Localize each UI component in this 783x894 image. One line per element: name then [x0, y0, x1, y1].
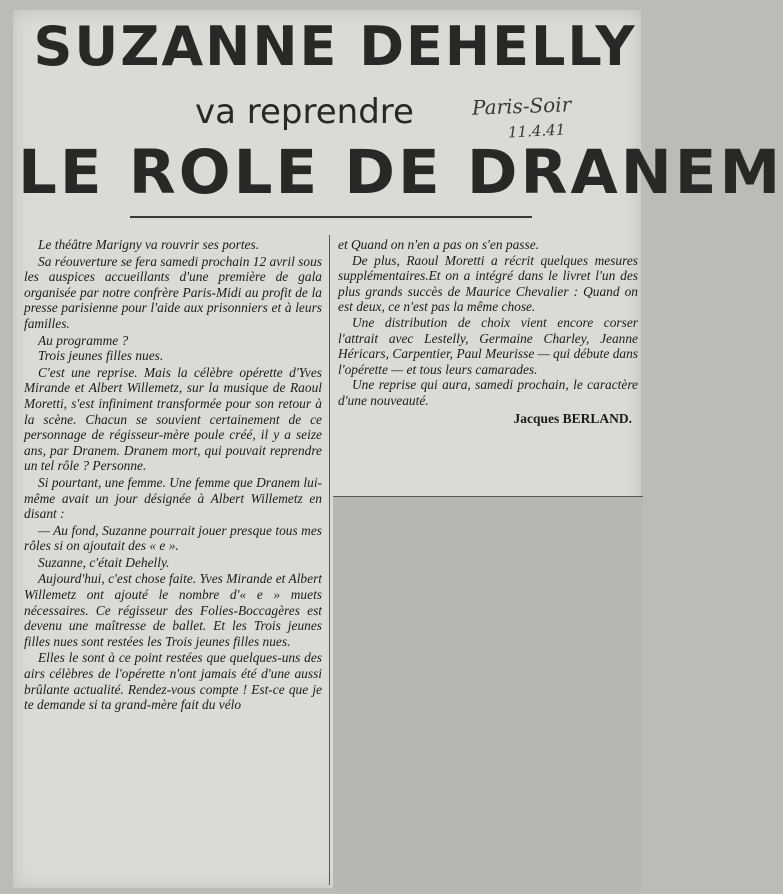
paragraph: Aujourd'hui, c'est chose faite. Yves Mirande et Albert Willemetz ont ajouté le nombre d'« e » muets nécessaires. Ce régisseur des Folies-Boccagères est devenu une maîtresse de ballet. Et les Trois jeunes filles nues sont restées les Trois jeunes filles nues. [24, 571, 322, 649]
background-area [333, 497, 643, 891]
column-bottom-border [333, 496, 643, 497]
paragraph-continuation: et Quand on n'en a pas on s'en passe. [338, 237, 539, 252]
paragraph: Une distribution de choix vient encore corser l'attrait avec Lestelly, Germaine Charley, Jeanne Héricars, Carpentier, Paul Meurisse — qui débute dans l'opérette — et tous leurs camarades. [338, 314, 638, 377]
paragraph: Elles le sont à ce point restées que quelques-uns des airs célèbres de l'opérette n'ont jamais été d'une aussi brûlante actualité. Rendez-vous compte ! Est-ce que je te demande si ta grand-mère fait du vélo [24, 650, 322, 713]
handwritten-date: 11.4.41 [507, 120, 566, 142]
paragraph: Trois jeunes filles nues. [38, 348, 164, 364]
article-left-column [24, 237, 322, 713]
headline-name: SUZANNE DEHELLY [33, 15, 637, 78]
author-signature: Jacques BERLAND. [513, 410, 632, 426]
paragraph: Une reprise qui aura, samedi prochain, le caractère d'une nouveauté. [338, 377, 638, 408]
paragraph: — Au fond, Suzanne pourrait jouer presque tous mes rôles si on ajoutait des « e ». [24, 522, 322, 554]
headline-role: LE ROLE DE DRANEM [18, 137, 783, 208]
paragraph: Le théâtre Marigny va rouvrir ses portes. [38, 237, 260, 252]
handwritten-source: Paris-Soir [471, 92, 572, 120]
article-right-column [338, 237, 638, 426]
paragraph: Si pourtant, une femme. Une femme que Dranem lui-même avait un jour désignée à Albert Willemetz en disant : [24, 474, 322, 522]
headline-subline: va reprendre [195, 92, 414, 132]
paragraph: C'est une reprise. Mais la célèbre opérette d'Yves Mirande et Albert Willemetz, sur la musique de Raoul Moretti, s'est infiniment transformée pour son retour à la scène. Chacun se souvient certainement de ce personnage de régisseur-mère poule créé, il y a seize ans, par Dranem. Dranem mort, qui pouvait reprendre un tel rôle ? Personne. [24, 364, 322, 474]
headline-divider [130, 216, 532, 218]
paragraph: Sa réouverture se fera samedi prochain 12 avril sous les auspices accueillants d'une première de gala organisée par notre confrère Paris-Midi au profit de la presse parisienne pour l'aide aux prisonniers et à leurs familles. [24, 253, 322, 331]
paragraph: Suzanne, c'était Dehelly. [38, 554, 170, 570]
paragraph: De plus, Raoul Moretti a récrit quelques mesures supplémentaires.Et on a intégré dans le livret l'un des plus grands succès de Maurice Chevalier : Quand on est deux, ce n'est pas la même chose. [338, 252, 638, 315]
column-divider [329, 235, 330, 885]
paragraph: Au programme ? [38, 332, 129, 348]
